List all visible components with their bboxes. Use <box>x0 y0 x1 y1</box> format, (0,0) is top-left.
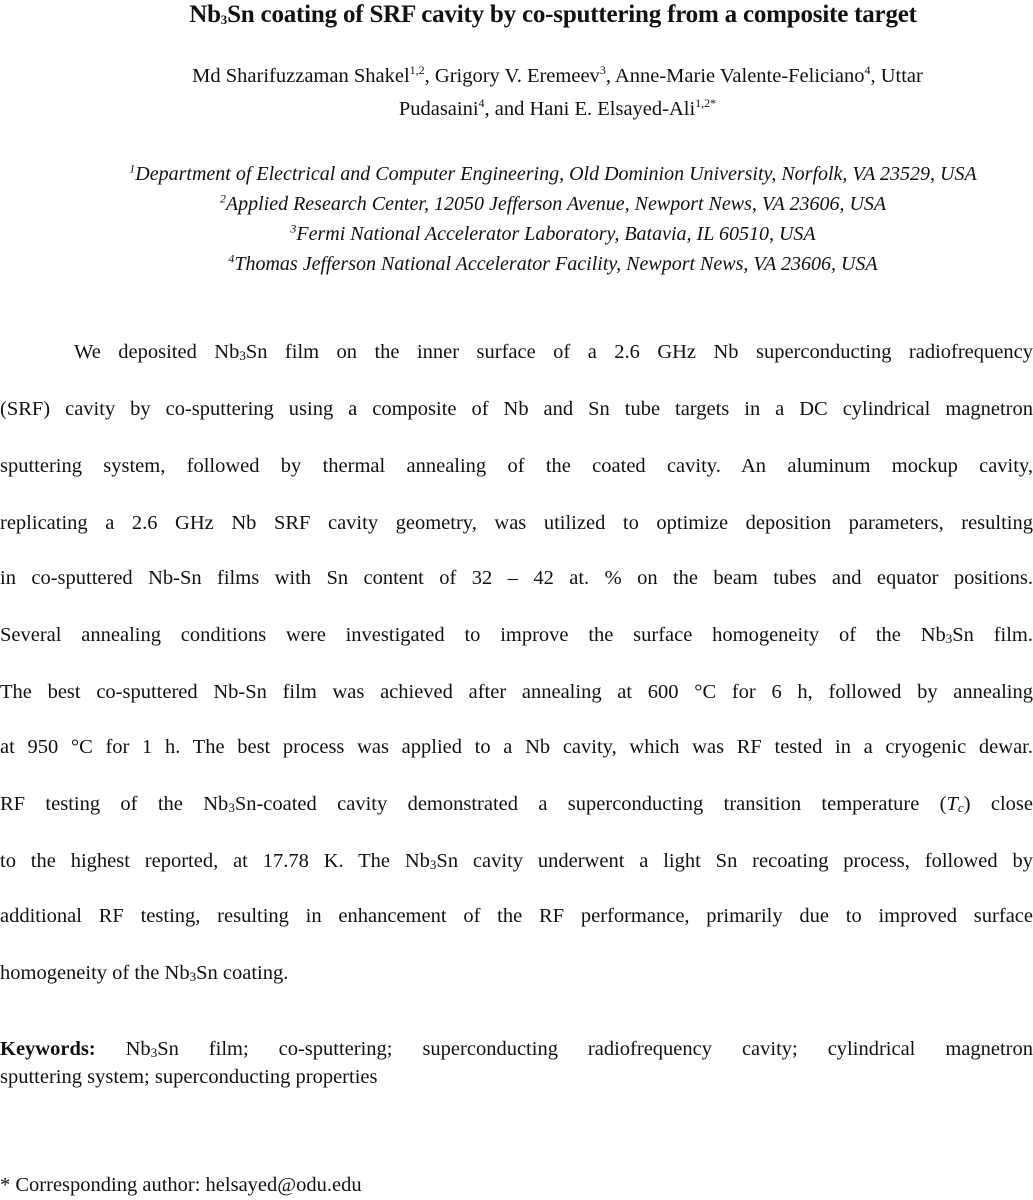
text: homogeneity of the Nb <box>0 962 190 984</box>
abstract-line <box>0 566 1033 590</box>
affiliation-1 <box>0 159 1033 189</box>
abstract-line <box>0 340 1033 368</box>
affiliation-2 <box>0 189 1033 219</box>
italic-symbol: T <box>946 793 958 815</box>
paper-title <box>0 0 1033 35</box>
text: replicating a 2.6 GHz Nb SRF cavity geometry, was utilized to optimize deposition parameters, resulting <box>0 512 1033 534</box>
text: Several annealing conditions were investigated to improve the surface homogeneity of the Nb <box>0 624 946 646</box>
abstract-line <box>0 454 1033 478</box>
affiliation-number: 2 <box>219 191 226 206</box>
author-name: Md Sharifuzzaman Shakel <box>192 65 410 87</box>
subscript: 3 <box>189 969 197 984</box>
text: sputtering system, followed by thermal annealing of the coated cavity. An aluminum mockup cavity, <box>0 455 1033 477</box>
author-affil-mark: 1,2 <box>409 63 425 78</box>
author-affil-mark: 3 <box>599 63 606 78</box>
text: Sn coating. <box>196 962 289 984</box>
keywords-label: Keywords: <box>0 1038 96 1060</box>
abstract-line <box>0 680 1033 704</box>
affiliation-text: Department of Electrical and Computer Engineering, Old Dominion University, Norfolk, VA 23529, USA <box>135 163 977 185</box>
affiliation-3 <box>0 219 1033 249</box>
text: Sn film. <box>952 624 1033 646</box>
text: to the highest reported, at 17.78 K. The Nb <box>0 850 430 872</box>
affiliation-text: Applied Research Center, 12050 Jefferson Avenue, Newport News, VA 23606, USA <box>225 193 887 215</box>
title-rest: Sn coating of SRF cavity by co-sputtering from a composite target <box>227 1 917 28</box>
abstract-line <box>0 623 1033 651</box>
subscript: c <box>957 800 964 815</box>
affiliation-number: 4 <box>228 251 235 266</box>
abstract-line <box>0 904 1033 928</box>
corresponding-author: * Corresponding author: helsayed@odu.edu <box>0 1174 362 1196</box>
subscript: 3 <box>228 800 235 815</box>
text: RF testing of the Nb <box>0 793 229 815</box>
abstract-line <box>0 511 1033 535</box>
keywords-line-2: sputtering system; superconducting properties <box>0 1066 378 1088</box>
author-name: , Anne-Marie Valente-Feliciano <box>605 65 865 87</box>
affiliation-number: 1 <box>129 161 136 176</box>
text: Sn film on the inner surface of a 2.6 GHz Nb superconducting radiofrequency <box>245 341 1033 363</box>
keywords <box>0 1037 1033 1090</box>
author-name: , Grigory V. Eremeev <box>424 65 600 87</box>
author-affil-mark: 4 <box>864 63 871 78</box>
abstract-line <box>0 792 1033 820</box>
text: at 950 °C for 1 h. The best process was applied to a Nb cavity, which was RF tested in a cryogenic dewar. <box>0 736 1033 758</box>
abstract-line <box>0 849 1033 877</box>
subscript: 3 <box>429 857 437 872</box>
text: ) close <box>963 793 1033 815</box>
text: in co-sputtered Nb-Sn films with Sn content of 32 – 42 at. % on the beam tubes and equator positions. <box>0 567 1033 589</box>
title-nb: Nb <box>189 1 221 28</box>
text: Sn-coated cavity demonstrated a superconducting transition temperature ( <box>234 793 947 815</box>
text: additional RF testing, resulting in enhancement of the RF performance, primarily due to improved surface <box>0 905 1033 927</box>
text: Sn cavity underwent a light Sn recoating process, followed by <box>436 850 1033 872</box>
author-name: Pudasaini <box>398 98 479 120</box>
abstract-line <box>0 961 1033 989</box>
author-name: , and Hani E. Elsayed-Ali <box>484 98 696 120</box>
author-affil-mark: 1,2* <box>695 96 717 111</box>
affiliation-text: Fermi National Accelerator Laboratory, Batavia, IL 60510, USA <box>296 223 816 245</box>
subscript: 3 <box>239 348 246 363</box>
text: (SRF) cavity by co-sputtering using a composite of Nb and Sn tube targets in a DC cylindrical magnetron <box>0 398 1033 420</box>
affiliation-text: Thomas Jefferson National Accelerator Facility, Newport News, VA 23606, USA <box>234 253 878 275</box>
title-sub-3: 3 <box>220 12 228 27</box>
text: We deposited Nb <box>74 341 240 363</box>
author-name: , Uttar <box>870 65 923 87</box>
affiliation-4 <box>0 249 1033 279</box>
abstract-line <box>0 735 1033 759</box>
abstract-line <box>0 397 1033 421</box>
keywords-line-1: Keywords: Nb3Sn film; co-sputtering; superconducting radiofrequency cavity; cylindrical magnetron <box>0 1038 1033 1060</box>
author-list <box>100 60 1015 126</box>
subscript: 3 <box>945 631 953 646</box>
author-affil-mark: 4 <box>478 96 485 111</box>
affiliation-number: 3 <box>290 221 297 236</box>
text: The best co-sputtered Nb-Sn film was achieved after annealing at 600 °C for 6 h, followed by annealing <box>0 681 1033 703</box>
